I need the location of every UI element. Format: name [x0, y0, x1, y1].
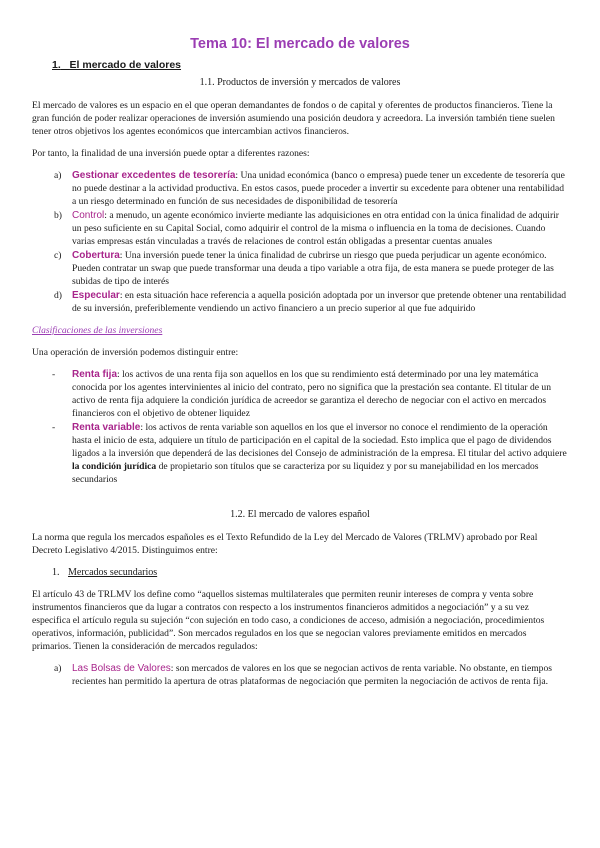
list-item: [32, 209, 568, 248]
markets-list: [32, 662, 568, 688]
paragraph-secondary-markets: El artículo 43 de TRLMV los define como “aquellos sistemas multilaterales que permiten reunir intereses de compra y venta sobre instrumentos financieros que da lugar a contratos con respecto a los instrumentos financieros admitidos a negociación” y a su vez especifica el artículo regula su sujeción “con sujeción en todo caso, a condiciones de acceso, admisión a negociación, procedimientos operativos, información, publicidad”. Son mercados regulados en los que se negocian valores previamente emitidos en mercados primarios. Tienen la consideración de mercados regulados:: [32, 589, 545, 652]
list-item-text: en esta situación hace referencia a aquella posición adoptada por un inversor que pretende obtener una rentabilidad de su inversión, preferiblemente vendiendo un activo financiero a un precio superior al que fue adquirido: [72, 290, 567, 314]
classifications-heading: Clasificaciones de las inversiones: [32, 325, 163, 336]
list-marker: d): [54, 290, 62, 301]
list-marker: -: [52, 369, 56, 380]
paragraph-types-lead: Una operación de inversión podemos distinguir entre:: [32, 347, 239, 358]
paragraph-intro: El mercado de valores es un espacio en el que operan demandantes de fondos o de capital y oferentes de productos financieros. Tiene la gran función de poder realizar operaciones de inversión asumiendo una posición deudora y acreedora. La inversión también tiene suelen tener otros objetivos los agentes económicos que intercambian activos financieros.: [32, 100, 555, 137]
section-number: 1.: [52, 59, 61, 71]
paragraph-reasons-lead: Por tanto, la finalidad de una inversión puede optar a diferentes razones:: [32, 148, 310, 159]
list-item: [32, 249, 568, 288]
list-item: [32, 662, 568, 688]
term-separator: :: [235, 170, 239, 181]
list-item-text: Una unidad económica (banco o empresa) puede tener un excedente de tesorería que no puede destinar a la actividad productiva. En estos casos, puede proceder a invertir su excedente para obtener una rentabilidad a un riesgo determinado en función de sus necesidades de disponibilidad de tesorería: [72, 170, 565, 207]
investment-types-list: [32, 368, 568, 486]
list-item-text-tail: de propietario son títulos que se caracteriza por su liquidez y por su manejabilidad en los mercados secundarios: [72, 461, 539, 485]
list-marker: a): [54, 170, 62, 181]
reasons-list: [32, 169, 568, 315]
term-separator: :: [119, 290, 123, 301]
list-item: [32, 169, 568, 208]
document-title: Tema 10: El mercado de valores: [190, 36, 410, 52]
subsection-heading-1-2: 1.2. El mercado de valores español: [230, 509, 370, 520]
list-item: [32, 421, 568, 486]
list-marker: b): [54, 210, 62, 221]
list-item: [32, 289, 568, 315]
list-marker: c): [54, 250, 62, 261]
paragraph-regulation: La norma que regula los mercados españoles es el Texto Refundido de la Ley del Mercado de Valores (TRLMV) aprobado por Real Decreto Legislativo 4/2015. Distinguimos entre:: [32, 532, 538, 556]
section-heading-secondary-markets: [52, 566, 568, 579]
list-marker: a): [54, 663, 62, 674]
term-highlight: Cobertura: [72, 250, 120, 261]
term-separator: :: [119, 250, 123, 261]
term-highlight: Renta variable: [72, 422, 141, 433]
subsection-heading-1-1: 1.1. Productos de inversión y mercados de valores: [199, 77, 401, 88]
bold-text: la condición jurídica: [72, 461, 157, 472]
list-item-text: : los activos de una renta fija son aquellos en los que su rendimiento está determinado por una ley matemática conocida por los agentes intervinientes al inicio del contrato, pero no significa que la prestación sea contante. El titular de un activo de renta fija adquiere la condición jurídica de acreedor se garantiza el derecho de negociar con el activo en mercados financieros con el objetivo de obtener liquidez: [72, 369, 551, 419]
list-item: [32, 368, 568, 420]
section-title: El mercado de valores: [69, 59, 182, 71]
section-number: 1.: [52, 567, 60, 578]
term-highlight: Las Bolsas de Valores: [72, 663, 171, 674]
term-highlight: Especular: [72, 290, 120, 301]
list-item-text: Una inversión puede tener la única finalidad de cubrirse un riesgo que pueda perjudicar un agente económico. Pueden contratar un swap que puede transformar una deuda a tipo variable a otra fija, de esta manera se puede proteger de las subidas de tipo de interés: [72, 250, 554, 287]
term-highlight: Gestionar excedentes de tesorería: [72, 170, 236, 181]
section-title: Mercados secundarios: [68, 567, 158, 578]
term-highlight: Renta fija: [72, 369, 118, 380]
list-marker: -: [52, 422, 56, 433]
term-highlight: Control: [72, 210, 105, 221]
list-item-text: : los activos de renta variable son aquellos en los que el inversor no conoce el rendimiento de la operación hasta el inicio de esta, adquiere un título de participación en el capital de la sociedad. Esto implica que el pago de dividendos ligados a la inversión que dependerá de las decisiones del Consejo de administración de la empresa. El titular del activo adquiere: [72, 422, 567, 459]
list-item-text: : son mercados de valores en los que se negocian activos de renta variable. No obstante, en tiempos recientes han permitido la apertura de otras plataformas de negociación que permiten la negociación de activos de renta fija.: [72, 663, 552, 687]
section-heading-1: [52, 59, 568, 72]
term-separator: :: [104, 210, 107, 221]
list-item-text: a menudo, un agente económico invierte mediante las adquisiciones en otra entidad con la única finalidad de adquirir un peso suficiente en su Capital Social, como adquirir el control de la misma o influencia en la toma de decisiones. Cuando varias empresas están vinculadas a través de relaciones de control están obligadas a presentar cuentas anuales: [72, 210, 559, 247]
